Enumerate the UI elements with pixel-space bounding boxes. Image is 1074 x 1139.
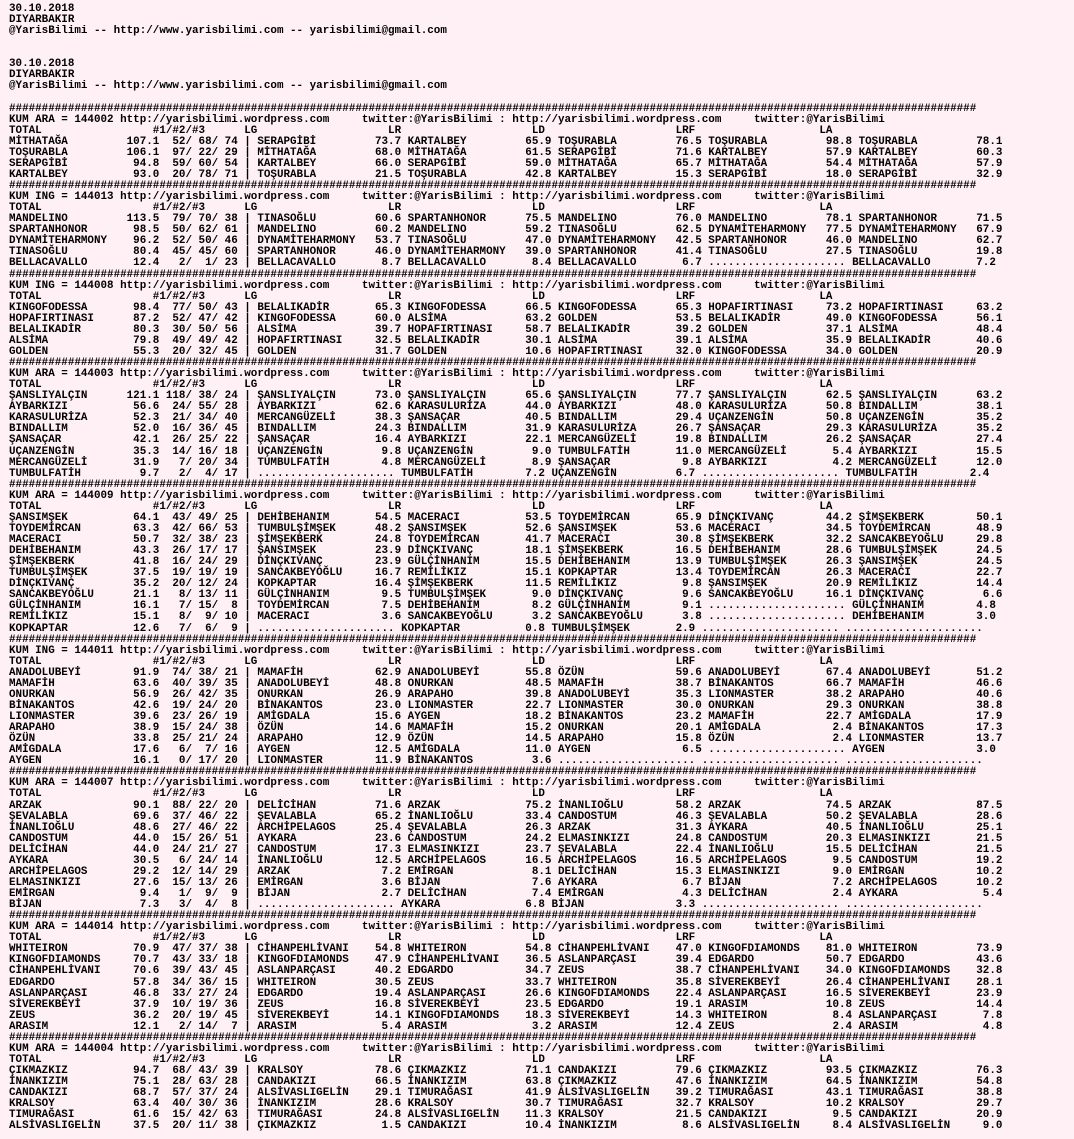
text-line: DYNAMİTEHARMONY 96.2 52/ 50/ 46 | DYNAMİTEHARMONY 53.7 TINASOĞLU 47.0 DYNAMİTEHARMONY 42.5 SPARTANHONOR 46.0 MANDELINO 62.7 xyxy=(9,235,1003,248)
text-line: DEHİBEHANIM 43.3 26/ 17/ 17 | ŞANSIMŞEK 23.9 DİNÇKIVANÇ 18.1 ŞİMŞEKBERK 16.5 DEHİBEHANIM 28.6 TUMBULŞİMŞEK 24.5 xyxy=(9,545,1003,558)
column-header-line: TOTAL #1/#2/#3 LG LR LD LRF LA xyxy=(9,124,833,137)
text-line: 30.10.2018 xyxy=(9,3,75,15)
text-line: WHITEIRON 70.9 47/ 37/ 38 | CİHANPEHLİVANI 54.8 WHITEIRON 54.8 CİHANPEHLİVANI 47.0 KINGOFDIAMONDS 81.0 WHITEIRON 73.9 xyxy=(9,943,1003,956)
text-line: İNANLIOĞLU 48.6 27/ 46/ 22 | ARCHİPELAGOS 25.4 ŞEVALABLA 26.3 ARZAK 31.3 AYKARA 40.5 İNANLIOĞLU 25.1 xyxy=(9,821,1003,834)
text-line: SANCAKBEYOĞLU 21.1 8/ 13/ 11 | GÜLÇİNHANIM 9.5 TUMBULŞİMŞEK 9.0 DİNÇKIVANÇ 9.6 SANCAKBEYOĞLU 16.1 DİNÇKIVANÇ 6.6 xyxy=(9,589,1003,602)
text-line: AYKARA 30.5 6/ 24/ 14 | İNANLIOĞLU 12.5 ARCHİPELAGOS 16.5 ARCHİPELAGOS 16.5 ARCHİPELAGOS 9.5 CANDOSTUM 19.2 xyxy=(9,854,1003,867)
text-line: MACERACI 50.7 32/ 38/ 23 | ŞİMŞEKBERK 24.8 TOYDEMİRCAN 41.7 MACERACI 30.8 ŞİMŞEKBERK 32.2 SANCAKBEYOĞLU 29.8 xyxy=(9,534,1003,546)
text-line: SERAPGİBİ 94.8 59/ 60/ 54 | KARTALBEY 66.0 SERAPGİBİ 59.0 MİTHATAĞA 65.7 MİTHATAĞA 54.4 MİTHATAĞA 57.9 xyxy=(9,157,1003,170)
text-line: ŞANSIMŞEK 64.1 43/ 49/ 25 | DEHİBEHANIM 54.5 MACERACI 53.5 TOYDEMİRCAN 65.9 DİNÇKIVANÇ 44.2 ŞİMŞEKBERK 50.1 xyxy=(9,511,1003,524)
race-header-line: KUM ARA = 144003 http://yarisbilimi.wordpress.com twitter:@YarisBilimi : http://yarisbilimi.wordpress.com twitter:@YarisBilimi xyxy=(9,368,885,381)
text-line: TIMURAĞASI 61.6 15/ 42/ 63 | TIMURAĞASI 24.8 ALSİVASLIGELİN 11.3 KRALSOY 21.5 CANDAKIZI 9.5 CANDAKIZI 20.9 xyxy=(9,1109,1003,1122)
text-line: 30.10.2018 xyxy=(9,58,75,71)
text-line: GÜLÇİNHANIM 16.1 7/ 15/ 8 | TOYDEMİRCAN 7.5 DEHİBEHANIM 8.2 GÜLÇİNHANIM 9.1 ..................... GÜLÇİNHANIM 4.8 xyxy=(9,600,996,613)
text-line: DELİCİHAN 44.0 24/ 21/ 27 | CANDOSTUM 17.3 ELMASINKIZI 23.7 ŞEVALABLA 22.4 İNANLIOĞLU 15.5 DELİCİHAN 21.5 xyxy=(9,843,1003,856)
text-line: TOŞURABLA 106.1 97/ 22/ 29 | MİTHATAĞA 68.0 MİTHATAĞA 61.5 SERAPGİBİ 71.6 KARTALBEY 57.9 KARTALBEY 60.3 xyxy=(9,146,1003,159)
text-line: @YarisBilimi -- http://www.yarisbilimi.com -- yarisbilimi@gmail.com xyxy=(9,25,447,38)
text-line: TUMBULŞİMŞEK 37.5 19/ 19/ 19 | SANCAKBEYOĞLU 16.7 REMİLİKIZ 15.1 KOPKAPTAR 13.4 TOYDEMİRCAN 26.3 MACERACI 22.7 xyxy=(9,567,1003,580)
text-line: KARASULURİZA 52.3 21/ 34/ 40 | MERCANGÜZELİ 38.3 ŞANSAÇAR 40.5 BINDALLIM 29.4 UÇANZENGİN 50.8 UÇANZENGİN 35.2 xyxy=(9,412,1003,425)
text-line: MAMAFİH 63.6 40/ 39/ 35 | ANADOLUBEYİ 48.8 ONURKAN 48.5 MAMAFİH 38.7 BİNAKANTOS 66.7 MAMAFİH 46.6 xyxy=(9,677,1003,690)
text-line: @YarisBilimi -- http://www.yarisbilimi.com -- yarisbilimi@gmail.com xyxy=(9,80,447,93)
text-line: CİHANPEHLİVANI 70.6 39/ 43/ 45 | ASLANPARÇASI 40.2 EDGARDO 34.7 ZEUS 38.7 CİHANPEHLİVANI 34.0 KINGOFDIAMONDS 32.8 xyxy=(9,965,1003,978)
text-line: ANADOLUBEYİ 91.9 74/ 38/ 21 | MAMAFİH 62.9 ANADOLUBEYİ 55.8 ÖZÜN 59.6 ANADOLUBEYİ 67.4 ANADOLUBEYİ 51.2 xyxy=(9,666,1003,679)
text-line: ASLANPARÇASI 46.8 33/ 27/ 24 | EDGARDO 19.4 ASLANPARÇASI 26.6 KINGOFDIAMONDS 22.4 ASLANPARÇASI 16.5 SİVEREKBEYİ 23.9 xyxy=(9,987,1003,1000)
separator-line: #################################################################################################################################################### xyxy=(9,268,977,281)
separator-line: #################################################################################################################################################### xyxy=(9,102,977,115)
race-header-line: KUM ARA = 144007 http://yarisbilimi.wordpress.com twitter:@YarisBilimi : http://yarisbilimi.wordpress.com twitter:@YarisBilimi xyxy=(9,777,885,790)
text-line: BİNAKANTOS 42.6 19/ 24/ 20 | BİNAKANTOS 23.0 LIONMASTER 22.7 LIONMASTER 30.0 ONURKAN 29.3 ONURKAN 38.8 xyxy=(9,699,1003,712)
text-line: ÇIKMAZKIZ 94.7 68/ 43/ 39 | KRALSOY 78.6 ÇIKMAZKIZ 71.1 CANDAKIZI 79.6 ÇIKMAZKIZ 93.5 ÇIKMAZKIZ 76.3 xyxy=(9,1065,1003,1077)
column-header-line: TOTAL #1/#2/#3 LG LR LD LRF LA xyxy=(9,379,833,392)
separator-line: #################################################################################################################################################### xyxy=(9,633,977,646)
text-line: REMİLİKIZ 15.1 8/ 9/ 10 | MACERACI 3.6 SANCAKBEYOĞLU 3.2 SANCAKBEYOĞLU 3.8 ..................... DEHİBEHANIM 3.0 xyxy=(9,611,996,624)
text-line: İNANKIZIM 75.1 28/ 63/ 28 | CANDAKIZI 66.5 İNANKIZIM 63.8 ÇIKMAZKIZ 47.6 İNANKIZIM 64.5 İNANKIZIM 54.8 xyxy=(9,1076,1003,1089)
text-line: CANDOSTUM 44.0 15/ 26/ 51 | AYKARA 23.6 CANDOSTUM 24.2 ELMASINKIZI 24.8 CANDOSTUM 20.3 ELMASINKIZI 21.5 xyxy=(9,832,1003,845)
column-header-line: TOTAL #1/#2/#3 LG LR LD LRF LA xyxy=(9,202,833,215)
text-line: MERCANGÜZELİ 31.9 7/ 20/ 34 | TUMBULFATİH 4.8 MERCANGÜZELİ 8.9 ŞANSAÇAR 9.8 AYBARKIZI 4.2 MERCANGÜZELİ 12.0 xyxy=(9,456,1003,469)
text-line: ONURKAN 56.9 26/ 42/ 35 | ONURKAN 26.9 ARAPAHO 39.8 ANADOLUBEYİ 35.3 LIONMASTER 38.2 ARAPAHO 40.6 xyxy=(9,688,1003,701)
text-line: DIYARBAKIR xyxy=(9,69,75,82)
separator-line: #################################################################################################################################################### xyxy=(9,478,977,491)
text-line: KARTALBEY 93.0 20/ 78/ 71 | TOŞURABLA 21.5 TOŞURABLA 42.8 KARTALBEY 15.3 SERAPGİBİ 18.0 SERAPGİBİ 32.9 xyxy=(9,168,1003,181)
blank-line xyxy=(9,93,1074,104)
text-line: MİTHATAĞA 107.1 52/ 68/ 74 | SERAPGİBİ 73.7 KARTALBEY 65.9 TOŞURABLA 76.5 TOŞURABLA 98.8 TOŞURABLA 78.1 xyxy=(9,135,1003,148)
column-header-line: TOTAL #1/#2/#3 LG LR LD LRF LA xyxy=(9,1053,833,1066)
text-line: UÇANZENGİN 35.3 14/ 16/ 18 | UÇANZENGİN 9.8 UÇANZENGİN 9.0 TUMBULFATİH 11.0 MERCANGÜZELİ 5.4 AYBARKIZI 15.5 xyxy=(9,445,1003,458)
text-line: ALSİVASLIGELİN 37.5 20/ 11/ 38 | ÇIKMAZKIZ 1.5 CANDAKIZI 10.4 İNANKIZIM 8.6 ALSİVASLIGELİN 8.4 ALSİVASLIGELİN 9.0 xyxy=(9,1120,1003,1133)
text-line: ARASIM 12.1 2/ 14/ 7 | ARASIM 5.4 ARASIM 3.2 ARASIM 12.4 ZEUS 2.4 ARASIM 4.8 xyxy=(9,1020,1003,1033)
text-line: ŞİMŞEKBERK 41.8 16/ 24/ 29 | DİNÇKIVANÇ 23.9 GÜLÇİNHANIM 15.5 DEHİBEHANIM 13.9 TUMBULŞİMŞEK 26.3 ŞANSIMŞEK 24.5 xyxy=(9,556,1003,569)
column-header-line: TOTAL #1/#2/#3 LG LR LD LRF LA xyxy=(9,788,833,801)
text-line: ARZAK 90.1 88/ 22/ 20 | DELİCİHAN 71.6 ARZAK 75.2 İNANLIOĞLU 58.2 ARZAK 74.5 ARZAK 87.5 xyxy=(9,799,1003,812)
text-line: CANDAKIZI 68.7 57/ 37/ 24 | ALSİVASLIGELİN 29.1 TIMURAĞASI 41.9 ALSİVASLIGELİN 39.2 TIMURAĞASI 43.1 TIMURAĞASI 38.8 xyxy=(9,1087,1003,1100)
text-line: AYBARKIZI 56.6 24/ 55/ 28 | AYBARKIZI 62.6 KARASULURİZA 44.0 AYBARKIZI 48.0 KARASULURİZA 50.8 BINDALLIM 38.1 xyxy=(9,401,1003,414)
text-line: ELMASINKIZI 27.6 15/ 13/ 26 | EMİRGAN 3.6 BİJAN 7.6 AYKARA 6.7 BİJAN 7.2 ARCHİPELAGOS 10.2 xyxy=(9,876,1003,889)
text-line: BELLACAVALLO 12.4 2/ 1/ 23 | BELLACAVALLO 8.7 BELLACAVALLO 8.4 BELLACAVALLO 6.7 ..................... BELLACAVALLO 7.2 xyxy=(9,257,996,270)
race-header-line: KUM ARA = 144004 http://yarisbilimi.wordpress.com twitter:@YarisBilimi : http://yarisbilimi.wordpress.com twitter:@YarisBilimi xyxy=(9,1042,885,1055)
text-line: TOYDEMİRCAN 63.3 42/ 66/ 53 | TUMBULŞİMŞEK 48.2 ŞANSIMŞEK 52.6 ŞANSIMŞEK 53.6 MACERACI 34.5 TOYDEMİRCAN 48.9 xyxy=(9,522,1003,535)
separator-line: #################################################################################################################################################### xyxy=(9,357,977,369)
separator-line: #################################################################################################################################################### xyxy=(9,1031,977,1044)
text-line: HOPAFIRTINASI 87.2 52/ 47/ 42 | KINGOFODESSA 60.0 ALSİMA 63.2 GOLDEN 53.5 BELALIKADİR 49.0 KINGOFODESSA 56.1 xyxy=(9,312,1003,325)
text-line: KINGOFDIAMONDS 70.7 43/ 33/ 18 | KINGOFDIAMONDS 47.9 CİHANPEHLİVANI 36.5 ASLANPARÇASI 39.4 EDGARDO 50.7 EDGARDO 43.6 xyxy=(9,954,1003,967)
race-header-line: KUM ING = 144011 http://yarisbilimi.wordpress.com twitter:@YarisBilimi : http://yarisbilimi.wordpress.com twitter:@YarisBilimi xyxy=(9,644,885,657)
text-line: BİJAN 7.3 3/ 4/ 8 | ..................... AYKARA 6.8 BİJAN 3.3 ..................... ..................... xyxy=(9,899,983,912)
text-line: TUMBULFATİH 9.7 2/ 4/ 17 | ..................... TUMBULFATİH 7.2 UÇANZENGİN 6.7 ..................... TUMBULFATİH 2.4 xyxy=(9,467,990,480)
text-line: SPARTANHONOR 98.5 50/ 62/ 61 | MANDELINO 60.2 MANDELINO 59.2 TINASOĞLU 62.5 DYNAMİTEHARMONY 77.5 DYNAMİTEHARMONY 67.9 xyxy=(9,224,1003,237)
separator-line: #################################################################################################################################################### xyxy=(9,910,977,923)
separator-line: #################################################################################################################################################### xyxy=(9,766,977,779)
text-line: ARAPAHO 38.9 15/ 24/ 38 | ÖZÜN 14.6 MAMAFİH 15.2 ONURKAN 20.1 AMİGDALA 2.4 BİNAKANTOS 17.3 xyxy=(9,722,1003,735)
text-line: EDGARDO 57.8 34/ 36/ 15 | WHITEIRON 30.5 ZEUS 33.7 WHITEIRON 35.8 SİVEREKBEYİ 26.4 CİHANPEHLİVANI 28.1 xyxy=(9,976,1003,989)
text-line: AMİGDALA 17.6 6/ 7/ 16 | AYGEN 12.5 AMİGDALA 11.0 AYGEN 6.5 ..................... AYGEN 3.0 xyxy=(9,744,996,757)
race-header-line: KUM ARA = 144009 http://yarisbilimi.wordpress.com twitter:@YarisBilimi : http://yarisbilimi.wordpress.com twitter:@YarisBilimi xyxy=(9,489,885,502)
text-line: BELALIKADİR 80.3 30/ 50/ 56 | ALSİMA 39.7 HOPAFIRTINASI 58.7 BELALIKADİR 39.2 GOLDEN 37.1 ALSİMA 48.4 xyxy=(9,323,1003,336)
text-line: ARCHİPELAGOS 29.2 12/ 14/ 29 | ARZAK 7.2 EMİRGAN 8.1 DELİCİHAN 15.3 ELMASINKIZI 9.0 EMİRGAN 10.2 xyxy=(9,865,1003,878)
text-line: BINDALLIM 52.0 16/ 36/ 45 | BINDALLIM 24.3 BINDALLIM 31.9 KARASULURİZA 26.7 ŞANSAÇAR 29.3 KARASULURİZA 35.2 xyxy=(9,423,1003,436)
text-line: AYGEN 16.1 0/ 17/ 20 | LIONMASTER 11.9 BİNAKANTOS 3.6 ..................... ..................... ..................... xyxy=(9,755,983,768)
text-line: KRALSOY 63.4 40/ 30/ 36 | İNANKIZIM 28.6 KRALSOY 30.7 TIMURAĞASI 32.7 KRALSOY 10.2 KRALSOY 29.7 xyxy=(9,1098,1003,1111)
text-line: ALSİMA 79.8 49/ 49/ 42 | HOPAFIRTINASI 32.5 BELALIKADİR 30.1 ALSİMA 39.1 ALSİMA 35.9 BELALIKADİR 40.6 xyxy=(9,334,1003,347)
text-line: KINGOFODESSA 98.4 77/ 50/ 43 | BELALIKADİR 65.3 KINGOFODESSA 66.5 KINGOFODESSA 65.3 HOPAFIRTINASI 73.2 HOPAFIRTINASI 63.2 xyxy=(9,301,1003,314)
text-line: ŞANSLIYALÇIN 121.1 118/ 38/ 24 | ŞANSLIYALÇIN 73.0 ŞANSLIYALÇIN 65.6 ŞANSLIYALÇIN 77.7 ŞANSLIYALÇIN 62.5 ŞANSLIYALÇIN 63.2 xyxy=(9,390,1003,403)
blank-line xyxy=(9,37,1074,48)
text-line: DIYARBAKIR xyxy=(9,14,75,27)
text-line: EMİRGAN 9.4 1/ 9/ 9 | BİJAN 2.7 DELİCİHAN 7.4 EMİRGAN 4.3 DELİCİHAN 2.4 AYKARA 5.4 xyxy=(9,888,1003,900)
column-header-line: TOTAL #1/#2/#3 LG LR LD LRF LA xyxy=(9,932,833,945)
text-line: DİNÇKIVANÇ 35.2 20/ 12/ 24 | KOPKAPTAR 16.4 ŞİMŞEKBERK 11.5 REMİLİKIZ 9.8 ŞANSIMŞEK 20.9 REMİLİKIZ 14.4 xyxy=(9,578,1003,591)
race-header-line: KUM ARA = 144002 http://yarisbilimi.wordpress.com twitter:@YarisBilimi : http://yarisbilimi.wordpress.com twitter:@YarisBilimi xyxy=(9,113,885,126)
text-line: KOPKAPTAR 12.6 7/ 6/ 9 | ..................... KOPKAPTAR 0.8 TUMBULŞİMŞEK 2.9 ..................... ..................... xyxy=(9,622,983,635)
race-header-line: KUM ING = 144008 http://yarisbilimi.wordpress.com twitter:@YarisBilimi : http://yarisbilimi.wordpress.com twitter:@YarisBilimi xyxy=(9,279,885,292)
text-line: ŞEVALABLA 69.6 37/ 46/ 22 | ŞEVALABLA 65.2 İNANLIOĞLU 33.4 CANDOSTUM 46.3 ŞEVALABLA 50.2 ŞEVALABLA 28.6 xyxy=(9,810,1003,823)
text-line: ZEUS 36.2 20/ 19/ 45 | SİVEREKBEYİ 14.1 KINGOFDIAMONDS 18.3 SİVEREKBEYİ 14.3 WHITEIRON 8.4 ASLANPARÇASI 7.8 xyxy=(9,1009,1003,1022)
column-header-line: TOTAL #1/#2/#3 LG LR LD LRF LA xyxy=(9,500,833,513)
text-line: GOLDEN 55.3 20/ 32/ 45 | GOLDEN 31.7 GOLDEN 10.6 HOPAFIRTINASI 32.0 KINGOFODESSA 34.0 GOLDEN 20.9 xyxy=(9,345,1003,358)
text-line: LIONMASTER 39.6 23/ 26/ 19 | AMİGDALA 15.6 AYGEN 18.2 BİNAKANTOS 23.2 MAMAFİH 22.7 AMİGDALA 17.9 xyxy=(9,711,1003,723)
column-header-line: TOTAL #1/#2/#3 LG LR LD LRF LA xyxy=(9,655,833,668)
text-line: MANDELINO 113.5 79/ 70/ 38 | TINASOĞLU 60.6 SPARTANHONOR 75.5 MANDELINO 76.0 MANDELINO 78.1 SPARTANHONOR 71.5 xyxy=(9,213,1003,226)
text-line: TINASOĞLU 80.4 45/ 45/ 60 | SPARTANHONOR 46.0 DYNAMİTEHARMONY 39.0 SPARTANHONOR 41.4 TINASOĞLU 27.5 TINASOĞLU 19.8 xyxy=(9,246,1003,259)
race-header-line: KUM ARA = 144014 http://yarisbilimi.wordpress.com twitter:@YarisBilimi : http://yarisbilimi.wordpress.com twitter:@YarisBilimi xyxy=(9,921,885,934)
race-header-line: KUM ING = 144013 http://yarisbilimi.wordpress.com twitter:@YarisBilimi : http://yarisbilimi.wordpress.com twitter:@YarisBilimi xyxy=(9,191,885,204)
column-header-line: TOTAL #1/#2/#3 LG LR LD LRF LA xyxy=(9,290,833,303)
blank-line xyxy=(9,48,1074,59)
text-line: ÖZÜN 33.8 25/ 21/ 24 | ARAPAHO 12.9 ÖZÜN 14.5 ARAPAHO 15.8 ÖZÜN 2.4 LIONMASTER 13.7 xyxy=(9,733,1003,746)
text-line: ŞANSAÇAR 42.1 26/ 25/ 22 | ŞANSAÇAR 16.4 AYBARKIZI 22.1 MERCANGÜZELİ 19.8 BINDALLIM 26.2 ŞANSAÇAR 27.4 xyxy=(9,434,1003,447)
text-line: SİVEREKBEYİ 37.9 10/ 19/ 36 | ZEUS 16.8 SİVEREKBEYİ 23.5 EDGARDO 19.1 ARASIM 10.8 ZEUS 14.4 xyxy=(9,998,1003,1011)
separator-line: #################################################################################################################################################### xyxy=(9,180,977,192)
